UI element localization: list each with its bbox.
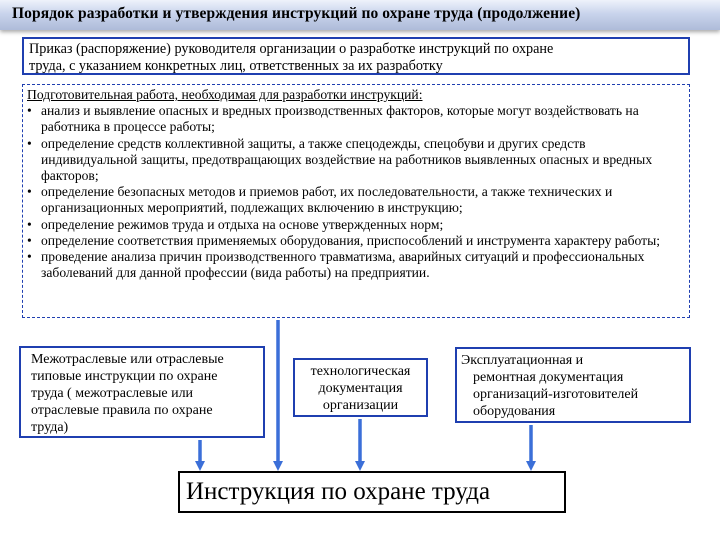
operational-documentation-line: оборудования (473, 404, 556, 419)
typical-instructions-line: типовые инструкции по охране (31, 369, 218, 384)
page-title: Порядок разработки и утверждения инструкций по охране труда (продолжение) (12, 5, 581, 22)
technological-documentation-box (293, 358, 428, 417)
typical-instructions-line: труда) (31, 420, 69, 435)
order-line-1: Приказ (распоряжение) руководителя организации о разработке инструкций по охране (29, 41, 554, 57)
order-line-2: труда, с указанием конкретных лиц, ответственных за их разработку (29, 57, 443, 74)
labor-safety-instruction-box (178, 471, 566, 513)
typical-instructions-line: труда ( межотраслевые или (31, 386, 194, 401)
preparatory-work-list (27, 103, 685, 281)
prep-item-injury-analysis: • проведение анализа причин производственного травматизма, аварийных ситуаций и профессиональных заболеваний для данной профессии (вида работы) на предприятии. (27, 249, 685, 281)
order-box (22, 37, 690, 75)
prep-item-equipment-conformity: • определение соответствия применяемых оборудования, приспособлений и инструмента характеру работы; (27, 233, 685, 249)
result-label: Инструкция по охране труда (186, 478, 491, 505)
preparatory-work-box (22, 84, 690, 318)
typical-instructions-line: отраслевые правила по охране (31, 403, 213, 418)
operational-documentation-line: организаций-изготовителей (473, 387, 639, 402)
operational-documentation-line: Эксплуатационная и (461, 353, 584, 368)
prep-item-work-rest-regime: • определение режимов труда и отдыха на основе утвержденных норм; (27, 217, 685, 233)
technological-documentation-line: документация (318, 381, 403, 396)
technological-documentation-line: технологическая (310, 364, 411, 379)
technological-documentation-line: организации (322, 398, 399, 413)
operational-documentation-line: ремонтная документация (473, 370, 624, 385)
operational-documentation-box (455, 347, 691, 423)
preparatory-work-heading: Подготовительная работа, необходимая для разработки инструкций: (27, 87, 423, 102)
prep-item-hazard-analysis: • анализ и выявление опасных и вредных производственных факторов, которые могут воздействовать на работника в процессе работы; (27, 103, 685, 135)
title-bar (0, 0, 720, 30)
prep-item-safe-methods: • определение безопасных методов и приемов работ, их последовательности, а также технических и организационных мероприятий, подлежащих включению в инструкцию; (27, 184, 685, 216)
typical-instructions-line: Межотраслевые или отраслевые (31, 352, 224, 367)
prep-item-protection-means: • определение средств коллективной защиты, а также спецодежды, спецобуви и других средств индивидуальной защиты, предотвращающих воздействие на работников выявленных опасных и вредных факторов; (27, 136, 685, 185)
typical-instructions-box (19, 346, 265, 438)
